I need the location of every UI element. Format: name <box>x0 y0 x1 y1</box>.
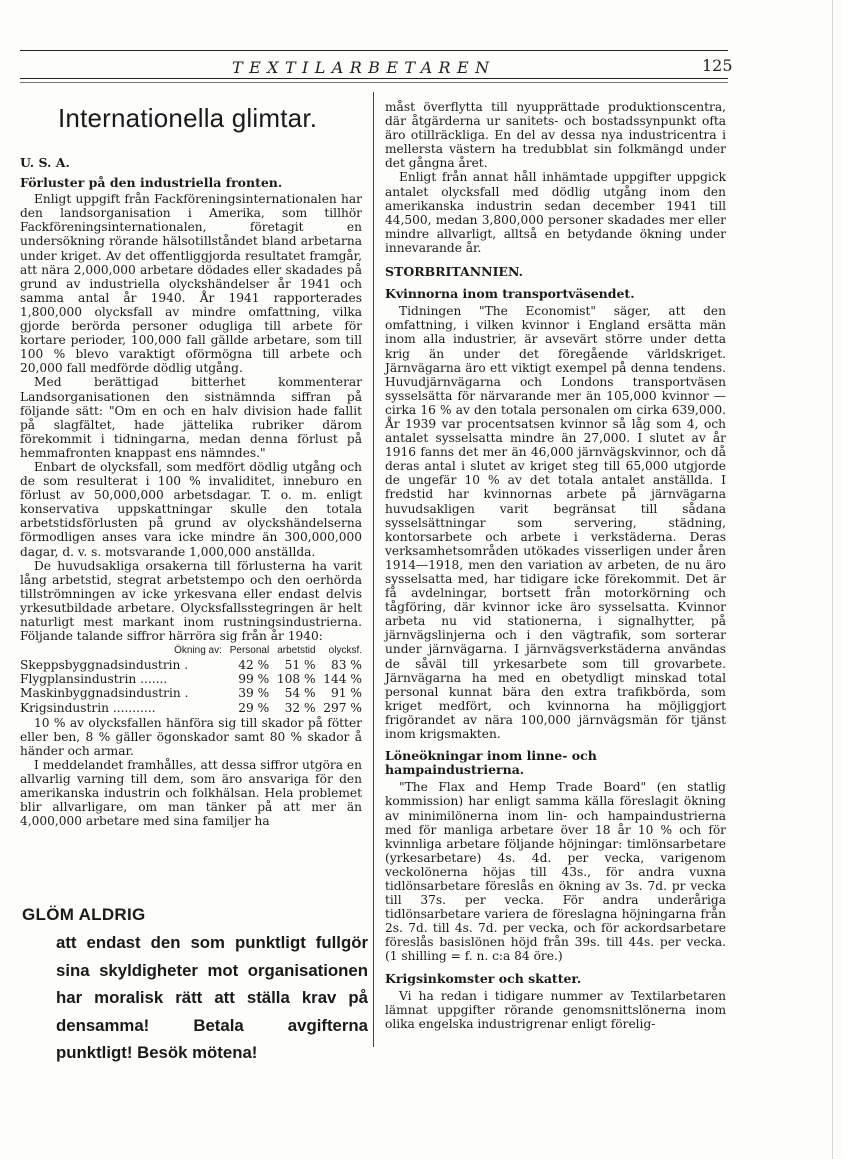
header-top-rule <box>20 50 728 51</box>
column-divider <box>373 92 374 1047</box>
leader-dots: . <box>180 686 189 701</box>
leader-dots: ........... <box>109 700 156 715</box>
table-cell-label <box>20 686 222 700</box>
paragraph: Med berättigad bitterhet kommenterar Landsorganisationen den sistnämnda siffran på följande sätt: "Om en och en halv division hade fallit på slagfältet, hade jättelika rubriker därom förekommit i tidningarna, medan denna förlust på hemmafronten knappast ens nämndes." <box>20 375 362 460</box>
table-cell: 39 % <box>238 686 270 701</box>
section-country-uk: STORBRITANNIEN. <box>385 264 523 280</box>
paragraph: Tidningen "The Economist" säger, att den omfattning, i vilken kvinnor i England ersätta män inom alla industrier, är avsevärt större under detta krig än under det föregående världskriget. Järnvägarna äro ett viktigt exempel på denna tendens. Huvudjärnvägarna och Londons transportväsen sysselsätta för närvarande mer än 105,000 kvinnor — cirka 16 % av den totala personalen om cirka 639,000. År 1939 var procentsatsen kvinnor så låg som 4, och antalet sysselsatta mindre än 27,000. I slutet av år 1916 fanns det mer än 46,000 järnvägskvinnor, och då deras antal i slutet av kriget steg till 65,000 utgjorde de ungefär 10 % av det totala antalet anställda. I fredstid har kvinnornas arbete på järnvägarna huvudsakligen varit begränsat till sådana sysselsättningar som servering, städning, kontorsarbete och arbete i verkstäderna. Deras verksamhetsområden utökades visserligen under åren 1914—1918, men den variation av arbeten, de nu äro sysselsatta med, har tidigare icke förekommit. Det är få avdelningar, bortsett från motorkörning och tågföring, där kvinnor icke äro sysselsatta. Kvinnor arbeta nu vid stationerna, i signalhytter, på järnvägslinjerna och i den vägtrafik, som sorterar under järnvägarna. I järnvägsverkstäderna användas de såväl till yrkesarbete som till grovarbete. Järnvägarna ha med en obetydligt minskad total personal kunnat bära den extra trafikbörda, som kriget medfört, och kvinnorna ha möjliggjort frigörandet av nära 100,000 järnvägsmän för tjänst inom krigsmakten. <box>385 304 726 742</box>
left-column <box>20 96 362 828</box>
union-notice <box>22 905 368 1067</box>
paragraph: De huvudsakliga orsakerna till förlusterna ha varit lång arbetstid, stegrat arbetstempo och den oerhörda tillströmningen av icke yrkesvana eller endast delvis yrkesutbildade arbetare. Olycksfallsstegringen är helt naturligt mest markant inom rustningsindustrierna. Följande talande siffror härröra sig från år 1940: <box>20 558 362 644</box>
notice-body: att endast den som punktligt fullgör sina skyldigheter mot organisationen har moralisk rätt att ställa krav på densamma! Betala avgifterna punktligt! Besök mötena! <box>56 933 368 1062</box>
paragraph: I meddelandet framhålles, att dessa siffror utgöra en allvarlig varning till dem, som äro ansvariga för den amerikanska industrin och folkhälsan. Hela problemet blir allvarligare, om man tänker på att mer än 4,000,000 arbetare med sina familjer ha <box>20 757 362 829</box>
table-cell: 32 % <box>284 700 316 715</box>
industry-name: Krigsindustrin <box>20 700 110 715</box>
paragraph: måst överflytta till nyupprättade produktionscentra, där åtgärderna ur sanitets- och bostadssynpunkt ofta äro otillräckliga. En del av dessa nya industricentra i mellersta västern ha tredubblat sin folkmängd under det gångna året. <box>385 100 726 171</box>
page-edge <box>832 0 833 1159</box>
table-cell: 144 % <box>323 672 362 687</box>
table-cell-label <box>20 701 222 715</box>
right-column <box>385 100 726 1031</box>
table-header-cell: Personal <box>229 645 270 657</box>
article-heading-wage-increases: Löneökningar inom linne- och hampaindustrierna. <box>385 748 597 778</box>
article-heading-losses: Förluster på den industriella fronten. <box>20 175 283 191</box>
table-cell: 42 % <box>238 658 270 673</box>
leader-dots: ....... <box>136 672 168 687</box>
industry-name: Maskinbyggnadsindustrin <box>20 686 181 701</box>
table-cell: 91 % <box>331 686 362 701</box>
header-bottom-rule-2 <box>20 82 728 83</box>
paragraph: Enbart de olycksfall, som medfört dödlig utgång och de som resulterat i 100 % invaliditet, inneburo en förlust av 50,000,000 arbetsdagar. T. o. m. enligt konservativa uppskattningar skulle den totala arbetstidsförlusten på grund av olyckshändelserna förmodligen anses vara icke mindre än 300,000,000 dagar, d. v. s. motsvarande 1,000,000 anställda. <box>20 459 362 559</box>
table-row <box>20 658 362 672</box>
table-row <box>20 686 362 700</box>
industry-name: Flygplansindustrin <box>20 672 137 687</box>
table-cell: 297 % <box>323 700 362 715</box>
leader-dots: . <box>180 658 189 673</box>
table-cell: 83 % <box>331 658 362 673</box>
article-heading-women-transport: Kvinnorna inom transportväsendet. <box>385 286 635 302</box>
table-header-cell: Ökning av: <box>174 645 222 657</box>
paragraph: Enligt från annat håll inhämtade uppgifter uppgick antalet olycksfall med dödlig utgång inom den amerikanska industrin sedan december 1941 till 44,500, medan 3,800,000 personer skadades mer eller mindre allvarligt, alltså en betydande ökning under innevarande år. <box>385 170 726 255</box>
table-cell: 54 % <box>284 686 316 701</box>
table-row <box>20 672 362 686</box>
table-cell: 99 % <box>238 672 270 687</box>
paragraph: 10 % av olycksfallen hänföra sig till skador på fötter eller ben, 8 % gäller ögonskador samt 80 % skador å händer och armar. <box>20 715 362 758</box>
notice-title: GLÖM ALDRIG <box>22 905 146 924</box>
running-title: TEXTILARBETAREN <box>232 58 496 77</box>
article-heading-war-income: Krigsinkomster och skatter. <box>385 970 582 986</box>
paragraph: "The Flax and Hemp Trade Board" (en statlig kommission) har enligt samma källa föreslagit ökning av minimilönerna inom lin- och hampaindustrierna med för manliga arbetare över 18 år 10 % och för kvinnliga arbetare följande höjningar: timlönsarbetare (yrkesarbetare) 4s. 4d. per vecka, varigenom veckolönerna höjas till 43s., för andra vuxna tidlönsarbetare föreslås en ökning av 3s. 7d. pr vecka till 37s. per vecka. För andra underåriga tidlönsarbetare variera de föreslagna höjningarna från 2s. 7d. till 4s. 7d. per vecka, och för ackordsarbetare föreslås basislönen höjd från 39s. till 44s. per vecka. (1 shilling = f. n. c:a 84 öre.) <box>385 780 726 964</box>
table-cell: 51 % <box>284 658 316 673</box>
table-cell-label <box>20 672 222 686</box>
industry-name: Skeppsbyggnadsindustrin <box>20 658 181 673</box>
paragraph: Enligt uppgift från Fackföreningsinternationalen har den landsorganisation i Amerika, som tillhör Fackföreningsinternationalen, företagit en undersökning rörande hälsotillståndet bland arbetarna under kriget. Av det offentliggjorda resultatet framgår, att nära 2,000,000 arbetare dödades eller skadades på grund av industriella olyckshändelser år 1941 och samma antal år 1940. År 1941 rapporterades 1,800,000 olycksfall av mindre omfattning, vilka gjorde berörda personer odugliga till arbete för kortare perioder, 100,000 fall gällde arbetare, som till 100 % blevo varaktigt oförmögna till arbete och 20,000 fall medförde dödlig utgång. <box>20 192 362 376</box>
table-header-cell: arbetstid <box>277 645 316 657</box>
accident-statistics-table <box>20 644 362 714</box>
page-title: Internationella glimtar. <box>58 103 318 133</box>
page-number: 125 <box>702 56 733 75</box>
table-cell: 108 % <box>276 672 316 687</box>
table-header-cell: olycksf. <box>328 645 362 657</box>
table-header-row <box>20 644 362 658</box>
section-country-usa: U. S. A. <box>20 155 70 170</box>
table-row <box>20 701 362 715</box>
paragraph: Vi ha redan i tidigare nummer av Textilarbetaren lämnat uppgifter rörande genomsnittslönerna inom olika engelska industrigrenar enligt förelig- <box>385 988 726 1031</box>
header-bottom-rule <box>20 78 728 79</box>
table-cell: 29 % <box>238 700 270 715</box>
table-cell-label <box>20 658 222 672</box>
